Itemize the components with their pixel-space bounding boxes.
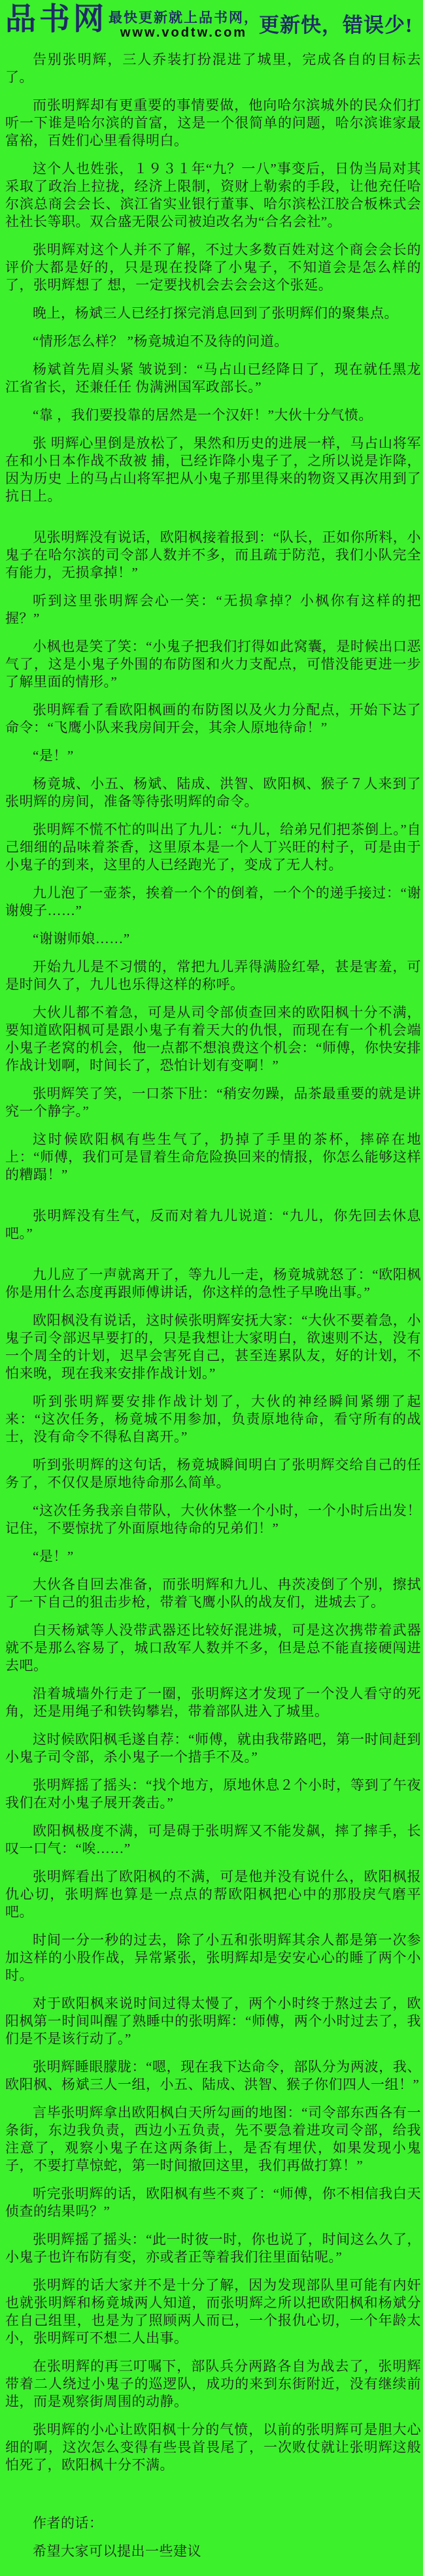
novel-paragraph: 对于欧阳枫来说时间过得太慢了，两个小时终于熬过去了，欧阳枫第一时间叫醒了熟睡中的张明辉：“师傅，两个小时过去了，我们是不是该行动了。” [5,1996,421,2047]
novel-paragraph: 张明辉对这个人并不了解，不过大多数百姓对这个商会会长的评价大都是好的，只是现在投降了小鬼子，不知道会是怎么样的了，张明辉想了 想，一定要找机会去会会这个张延。 [5,242,421,293]
novel-paragraph: 张明辉看出了欧阳枫的不满，可是他并没有说什么，欧阳枫报仇心切，张明辉也算是一点点的帮欧阳枫把心中的那股戾气磨平吧。 [5,1869,421,1920]
novel-paragraph: 作者的话： [33,2515,103,2531]
novel-paragraph: 杨斌首先眉头紧 皱说到：“马占山已经降日了，现在就任黑龙江省省长，还兼任任 伪满洲国军政部长。” [5,361,421,395]
chapter-text [0,41,425,2576]
novel-paragraph: 张明辉睡眼朦胧：“嗯，现在我下达命令，部队分为两波，我、欧阳枫、杨斌三人一组，小五、陆成、洪智、猴子你们四人一组！” [5,2059,421,2092]
novel-paragraph: 晚上，杨斌三人已经打探完消息回到了张明辉们的聚集点。 [33,305,398,321]
novel-paragraph: 在张明辉的再三叮嘱下，部队兵分两路各自为战去了，张明辉带着二人绕过小鬼子的巡逻队，成功的来到东街附近，没有继续前进，而是观察街周围的动静。 [5,2358,421,2409]
novel-paragraph: 沿着城墙外行走了一圈，张明辉这才发现了一个没人看守的死角，还是用绳子和铁钩攀岩，带着部队进入了城里。 [5,1686,421,1719]
novel-paragraph: 九儿应了一声就离开了，等九儿一走，杨竟城就怒了：“欧阳枫你是用什么态度再跟师傅讲话，你这样的急性子早晚出事。” [5,1267,421,1300]
novel-paragraph: 希望大家可以提出一些建议 [33,2543,201,2559]
novel-paragraph: 张明辉摇了摇头：“找个地方，原地休息２个小时，等到了午夜我们在对小鬼子展开袭击。” [5,1777,421,1811]
novel-paragraph: 张明辉看了看欧阳枫画的布防图以及火力分配点，开始下达了命令：“飞鹰小队来我房间开会，其余人原地待命！” [5,702,421,735]
novel-paragraph: 欧阳枫极度不满，可是碍于张明辉又不能发飙，摔了摔手，长叹一口气：“唉……” [5,1823,421,1856]
novel-paragraph: 见张明辉没有说话，欧阳枫接着报到：“队长，正如你所料，小鬼子在哈尔滨的司令部人数并不多，而且疏于防范，我们小队完全有能力，无损拿掉！” [5,529,421,580]
novel-paragraph: “谢谢师娘……” [33,931,130,946]
novel-paragraph: 时间一分一秒的过去，除了小五和张明辉其余人都是第一次参加这样的小股作战，异常紧张，张明辉却是安安心心的睡了两个小时。 [5,1932,421,1983]
novel-paragraph: 听到张明辉的这句话，杨竟城瞬间明白了张明辉交给自己的任务了，不仅仅是原地待命那么简单。 [5,1457,421,1490]
site-slogan-small: 最快更新就上品书网， [109,10,259,25]
novel-paragraph: “情形怎么样？ ”杨竟城迫不及待的问道。 [33,333,288,349]
novel-paragraph: 告别张明辉，三人乔装打扮混进了城里，完成各自的目标去了。 [5,52,421,85]
site-logo-text: 品书网 [5,3,107,37]
novel-paragraph: 这时候欧阳枫毛遂自荐：“师傅，就由我带路吧，第一时间赶到小鬼子司令部，杀小鬼子一个措手不及。” [5,1731,421,1765]
novel-paragraph: 张 明辉心里倒是放松了，果然和历史的进展一样，马占山将军在和小日本作战不敌被 捕，已经诈降小鬼子了，之所以说是诈降，因为历史 上的马占山将军把从小鬼子那里得来的物资又再次用到了抗日上。 [5,435,421,504]
site-url-text: www.vodtw.com [120,25,248,40]
novel-paragraph: “是！” [33,1548,74,1564]
novel-paragraph: 张明辉的话大家并不是十分了解，因为发现部队里可能有内奸也就张明辉和杨竟城两人知道，而张明辉之所以把欧阳枫和杨斌分在自己组里，也是为了照顾两人而已，一个报仇心切，一个年龄太小，张明辉可不想二人出事。 [5,2277,421,2346]
novel-paragraph: 大伙各自回去准备，而张明辉和九儿、冉茨凌倒了个别，擦拭了一下自己的狙击步枪，带着飞鹰小队的战友们，进城去了。 [5,1577,421,1610]
header-middle-block [109,7,259,41]
site-slogan-large: 更新快，错误少! [259,14,413,37]
novel-paragraph: 这个人也姓张，１９３１年“九？一八”事变后，日伪当局对其采取了政治上拉拢，经济上限制，资财上勒索的手段，让他充任哈尔滨总商会会长、滨江省实业银行董事、哈尔滨松江胶合板株式会社社长等职。双合盛无限公司被迫改名为“合名会社”。 [5,161,421,229]
novel-paragraph: 张明辉笑了笑，一口茶下肚：“稍安勿躁，品茶最重要的就是讲究一个静字。” [5,1086,421,1119]
novel-paragraph: 言毕张明辉拿出欧阳枫白天所勾画的地图：“司令部东西各有一条街，东边我负责，西边小五负责，先不要急着进攻司令部，给我注意了，观察小鬼子在这两条街上，是否有埋伏，如果发现小鬼子，不要打草惊蛇，第一时间撤回这里，我们再做打算！” [5,2105,421,2173]
novel-paragraph: “是！” [33,748,74,763]
novel-paragraph: 张明辉不慌不忙的叫出了九儿：“九儿，给弟兄们把茶倒上。”自己细细的品味着茶香，这里原本是一个人丁兴旺的村子，可是由于小鬼子的到来，这里的人已经跑光了，变成了无人村。 [5,822,421,873]
novel-paragraph: 白天杨斌等人没带武器还比较好混进城，可是这次携带着武器就不是那么容易了，城口敌军人数并不多，但是总不能直接硬闯进去吧。 [5,1622,421,1673]
novel-paragraph: “这次任务我亲自带队，大伙休整一个小时，一个小时后出发！记住，不要惊扰了外面原地待命的兄弟们！” [5,1503,421,1536]
novel-paragraph: 听到这里张明辉会心一笑：“无损拿掉？小枫你有这样的把握？” [5,593,421,626]
novel-paragraph: 九儿泡了一壶茶，挨着一个个的倒着，一个个的递手接过：“谢谢嫂子……” [5,885,421,918]
novel-paragraph: 张明辉摇了摇头：“此一时彼一时，你也说了，时间这么久了，小鬼子也许布防有变，亦或者正等着我们往里面钻呢。” [5,2232,421,2265]
novel-paragraph: 而张明辉却有更重要的事情要做，他向哈尔滨城外的民众们打听一下谁是哈尔滨的首富，这是一个很简单的问题，哈尔滨谁家最富裕，百姓们心里看得明白。 [5,97,421,148]
novel-paragraph: 听到张明辉要安排作战计划了，大伙的神经瞬间紧绷了起来：“这次任务，杨竟城不用参加，负责原地待命，看守所有的战士，没有命令不得私自离开。” [5,1394,421,1445]
novel-paragraph: 小枫也是笑了笑：“小鬼子把我们打得如此窝囊，是时候出口恶气了，这是小鬼子外围的布防图和火力支配点，可惜没能更进一步了解里面的情形。” [5,639,421,690]
novel-paragraph: 欧阳枫没有说话，这时候张明辉安抚大家：“大伙不要着急，小鬼子司令部迟早要打的，只是我想让大家明白，欲速则不达，没有一个周全的计划，迟早会害死自己，甚至连累队友，好的计划，不怕来晚，现在我来安排作战计划。” [5,1313,421,1381]
novel-paragraph: 张明辉没有生气，反而对着九儿说道：“九儿，你先回去休息吧。” [5,1208,421,1241]
novel-paragraph: 杨竟城、小五、杨斌、陆成、洪智、欧阳枫、猴子７人来到了张明辉的房间，准备等待张明辉的命令。 [5,776,421,809]
novel-paragraph: 开始九儿是不习惯的，常把九儿弄得满脸红晕，甚是害羞，可是时间久了，九儿也乐得这样的称呼。 [5,959,421,992]
novel-paragraph: 听完张明辉的话，欧阳枫有些不爽了：“师傅，你不相信我白天侦查的结果吗？” [5,2186,421,2219]
novel-paragraph: 张明辉的小心让欧阳枫十分的气愤，以前的张明辉可是胆大心细的啊，这次怎么变得有些畏首畏尾了，一次败仗就让张明辉这般怕死了，欧阳枫十分不满。 [5,2422,421,2473]
novel-paragraph: 大伙儿都不着急，可是从司令部侦查回来的欧阳枫十分不满，要知道欧阳枫可是跟小鬼子有着天大的仇恨，而现在有一个机会端小鬼子老窝的机会，他一点都不想浪费这个机会：“师傅，你快安排作战计划啊，时间长了，恐怕计划有变啊！” [5,1005,421,1073]
novel-paragraph: 这时候欧阳枫有些生气了，扔掉了手里的茶杯，摔碎在地上：“师傅，我们可是冒着生命危险换回来的情报，你怎么能够这样的糟蹋！” [5,1131,421,1182]
novel-paragraph: “靠 ，我们要投靠的居然是一个汉奸！”大伙十分气愤。 [33,407,373,423]
site-header [0,0,425,41]
